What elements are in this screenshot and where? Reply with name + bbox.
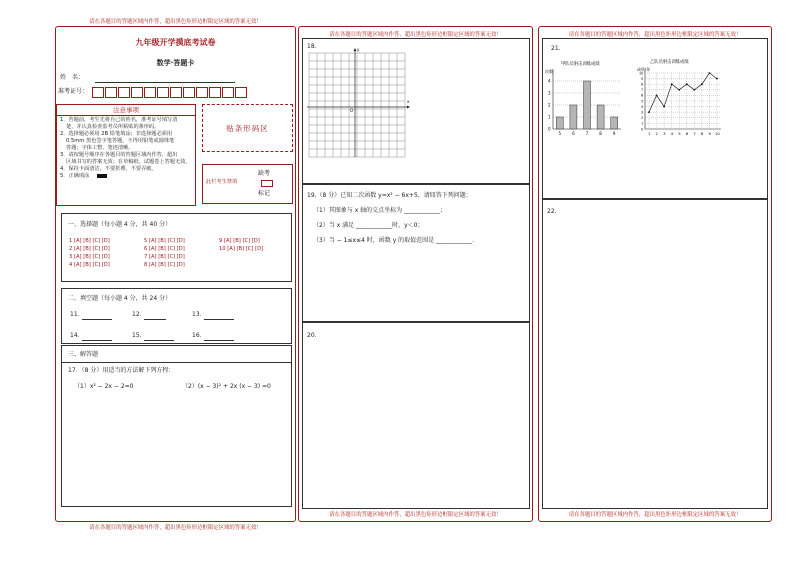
bottom-warning: 请在各题目的答题区域内作答，超出黑色矩形边框限定区域的答案无效！ [89,525,262,531]
mark-text: 标记 [258,190,271,197]
bar [556,117,563,129]
line-point [648,111,650,113]
choice-row [69,246,289,253]
q19-part1: （1）其图象与 x 轴的交点坐标为 ____________； [313,207,447,214]
answer-blank[interactable] [82,319,112,320]
line-x-tick-label: 4 [670,131,674,136]
notes-line: 0.5mm 黑色签字笔答题，不得用铅笔或圆珠笔 [66,138,175,144]
line-y-tick-label: 10 [639,71,644,76]
line-point [693,89,695,91]
line-y-tick-label: 3 [641,110,644,115]
bar-x-tick-label: 6 [572,131,575,136]
q21-answer-box [542,38,768,199]
exam-title: 九年级开学摸底考试卷 [135,38,216,47]
x-axis-label: x [407,99,410,104]
line-y-tick-label: 6 [641,93,644,98]
bar-x-tick-label: 5 [558,131,562,136]
notes-line: 5．正确填涂 [60,173,195,180]
line-x-tick-label: 10 [715,131,720,136]
line-point [709,72,711,74]
top-warning: 请在各题目的答题区域内作答，超出黑色矩形边框限定区域的答案无效！ [568,32,742,38]
section3-title: 三、解答题 [68,351,99,358]
filled-sample-mark [97,174,107,178]
multiple-choice-section [61,213,292,282]
line-point [656,95,658,97]
line-point [678,89,680,91]
notes-line: 1．答题前，考生先将自己的姓名，准考证号填写清 [60,117,178,123]
bar-y-tick-label: 3 [548,90,551,96]
q22-label: 22. [547,208,557,215]
line-chart-title: 乙队员射击训练成绩 [650,60,689,65]
line-y-tick-label: 4 [641,104,644,109]
choice-item[interactable]: 8 [A] [B] [C] [D] [144,262,185,268]
line-point [671,83,673,85]
choice-item[interactable]: 7 [A] [B] [C] [D] [144,254,185,260]
line-point [701,83,703,85]
choice-item[interactable]: 9 [A] [B] [C] [D] [219,238,260,244]
notes-line: 4．保持卡面清洁，不要折叠、不要弄破。 [60,166,157,172]
q17-part1: （1）x² − 2x − 2=0 [74,383,134,390]
answer-blank[interactable] [204,340,234,341]
line-x-tick-label: 7 [693,131,696,136]
line-x-tick-label: 3 [663,131,666,136]
line-chart-yi [635,59,725,141]
choice-row [69,254,289,261]
line-x-tick-label: 5 [678,131,681,136]
notes-line: 楚，并认真检查监考员所粘贴的条形码。 [66,124,160,130]
notes-title: 注意事项 [57,105,195,116]
choice-item[interactable]: 5 [A] [B] [C] [D] [144,238,185,244]
q18-label: 18. [307,43,317,50]
q19-part2: （2）当 x 满足 ____________时，y＜0； [313,222,424,229]
bar-chart-title: 甲队员射击训练成绩 [561,62,600,67]
q19-part3: （3）当 − 1≤x≤4 时，函数 y 的取值范围是 ____________. [313,237,474,244]
absent-text: 缺考 [258,170,271,177]
choice-item[interactable]: 6 [A] [B] [C] [D] [144,246,185,252]
bottom-warning: 请在各题目的答题区域内作答，超出黑色矩形边框限定区域的答案无效！ [568,512,742,518]
q22-answer-box[interactable] [542,199,768,509]
section1-title: 一、选择题（每小题 4 分，共 40 分） [68,221,172,228]
bar-y-tick-label: 0 [548,126,551,132]
answer-blank[interactable] [144,340,174,341]
line-y-tick-label: 8 [641,82,644,87]
absent-box [202,164,293,204]
q20-label: 20. [307,332,317,339]
q17-part2: （2）(x − 3)² + 2x (x − 3) =0 [182,383,271,390]
choice-item[interactable]: 1 [A] [B] [C] [D] [69,238,110,244]
q17-text: 17．（8 分）用适当的方法解下列方程： [68,367,175,374]
bar-x-tick-label: 7 [585,131,589,136]
name-label: 姓 名： [60,74,85,81]
q21-label: 21. [551,45,561,52]
bar [584,81,591,129]
q19-text: 19.（8 分）已知二次函数 y=x² − 6x+5，请回答下列问题： [307,192,472,199]
blank-label: 13． [192,311,206,318]
barcode-area [202,104,293,152]
answer-blank[interactable] [144,319,166,320]
notes-box [56,104,196,206]
exam-id-label: 准考证号： [58,88,89,95]
bar [611,117,618,129]
line-y-tick-label: 1 [641,121,644,126]
blank-label: 16． [192,332,206,339]
q19-answer-box [302,184,530,322]
solution-section [61,345,292,507]
line-x-tick-label: 8 [700,131,704,136]
line-y-tick-label: 2 [641,116,644,121]
blank-label: 15． [132,332,146,339]
bar-x-tick-label: 9 [612,131,616,136]
bar-x-tick-label: 8 [599,131,602,136]
bar [570,105,577,129]
line-y-tick-label: 9 [641,76,644,81]
notes-line: 3．请按题号顺序在各题目的答题区域内作答，超出 [60,152,178,158]
bar-y-tick-label: 1 [548,114,551,120]
line-y-tick-label: 0 [641,127,644,132]
blank-label: 14． [70,332,84,339]
choice-item[interactable]: 4 [A] [B] [C] [D] [69,262,110,268]
line-point [716,78,718,80]
fill-blank-section [61,288,292,344]
blank-label: 12． [132,311,146,318]
choice-row [69,238,289,245]
line-series [649,73,717,112]
top-warning: 请在各题目的答题区域内作答，超出黑色矩形边框限定区域的答案无效！ [89,19,262,25]
answer-blank[interactable] [82,340,112,341]
choice-item[interactable]: 3 [A] [B] [C] [D] [69,254,110,260]
bar-chart-jia [543,59,623,141]
line-y-tick-label: 5 [641,99,644,104]
origin-label: O [350,108,354,113]
barcode-label: 贴条形码区 [226,123,269,133]
answer-card-subtitle: 数学·答题卡 [156,59,195,67]
line-x-tick-label: 9 [708,131,711,136]
section2-title: 二、填空题（每小题 4 分，共 24 分） [68,295,172,302]
line-x-tick-label: 6 [685,131,689,136]
line-point [686,83,688,85]
choice-item[interactable]: 2 [A] [B] [C] [D] [69,246,110,252]
bottom-warning: 请在各题目的答题区域内作答，超出黑色矩形边框限定区域的答案无效！ [329,512,502,518]
y-axis-label: y [357,47,360,52]
q20-answer-box[interactable] [302,322,530,509]
line-x-tick-label: 2 [655,131,658,136]
notes-line: 2．选择题必须用 2B 铅笔填涂；非选择题必须用 [60,131,173,137]
name-line[interactable] [95,82,235,83]
choice-item[interactable]: 10 [A] [B] [C] [D] [219,246,264,252]
bar [597,105,604,129]
top-warning: 请在各题目的答题区域内作答，超出黑色矩形边框限定区域的答案无效！ [329,32,502,38]
line-point [663,106,665,108]
bar-y-tick-label: 4 [548,78,551,84]
choice-row [69,262,289,269]
blank-label: 11． [70,311,84,318]
line-chart-ylabel: 成绩/环 [637,67,651,72]
absent-checkbox[interactable] [261,180,273,187]
x-axis-arrow-icon [407,106,410,109]
bar-chart-ylabel: 次数 [545,69,553,74]
bar-y-tick-label: 2 [548,102,551,108]
coordinate-grid[interactable] [303,39,529,183]
absent-box-label: 此栏考生禁填 [206,179,238,185]
notes-line: 答题；字体工整、笔迹清晰。 [66,145,134,151]
notes-line: 区域书写的答案无效；在草稿纸、试题卷上答题无效。 [66,159,191,165]
q18-answer-box [302,38,530,184]
line-x-tick-label: 1 [648,131,651,136]
q17-answer-area[interactable] [64,396,289,504]
answer-blank[interactable] [204,319,234,320]
line-y-tick-label: 7 [641,88,644,93]
